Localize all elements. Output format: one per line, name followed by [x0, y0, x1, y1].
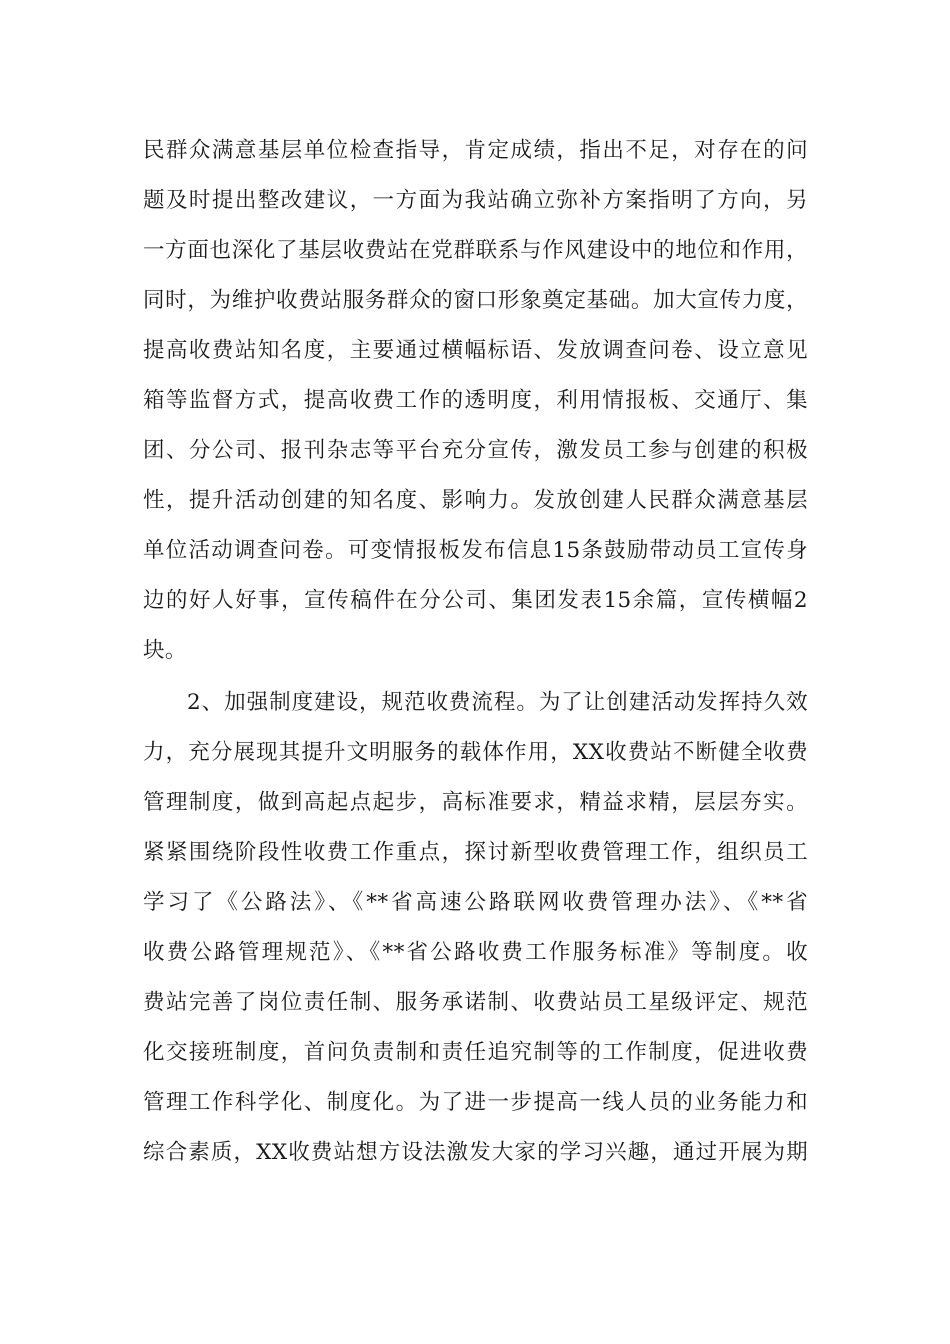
paragraph-1-line-2: 题及时提出整改建议，一方面为我站确立弥补方案指明了方向，另: [143, 188, 808, 213]
paragraph-1-line-9: 单位活动调查问卷。可变情报板发布信息15条鼓励带动员工宣传身: [143, 538, 808, 563]
paragraph-1-line-10: 边的好人好事，宣传稿件在分公司、集团发表15余篇，宣传横幅2: [143, 588, 808, 613]
paragraph-1-line-5: 提高收费站知名度，主要通过横幅标语、发放调查问卷、设立意见: [143, 338, 808, 363]
paragraph-2-line-4: 紧紧围绕阶段性收费工作重点，探讨新型收费管理工作，组织员工: [143, 840, 808, 865]
paragraph-2-line-1: 2、加强制度建设，规范收费流程。为了让创建活动发挥持久效: [187, 690, 808, 715]
paragraph-1-line-4: 同时，为维护收费站服务群众的窗口形象奠定基础。加大宣传力度，: [143, 288, 808, 313]
paragraph-2-line-9: 管理工作科学化、制度化。为了进一步提高一线人员的业务能力和: [143, 1090, 808, 1115]
paragraph-2-line-3: 管理制度，做到高起点起步，高标准要求，精益求精，层层夯实。: [143, 790, 808, 815]
paragraph-2-line-8: 化交接班制度，首问负责制和责任追究制等的工作制度，促进收费: [143, 1040, 808, 1065]
paragraph-2-line-5: 学习了《公路法》、《**省高速公路联网收费管理办法》、《**省: [143, 890, 808, 915]
paragraph-1-line-7: 团、分公司、报刊杂志等平台充分宣传，激发员工参与创建的积极: [143, 438, 808, 463]
paragraph-2-line-7: 费站完善了岗位责任制、服务承诺制、收费站员工星级评定、规范: [143, 990, 808, 1015]
paragraph-1-line-1: 民群众满意基层单位检查指导，肯定成绩，指出不足，对存在的问: [143, 138, 808, 163]
paragraph-2-line-2: 力，充分展现其提升文明服务的载体作用，XX收费站不断健全收费: [143, 740, 808, 765]
paragraph-1-line-3: 一方面也深化了基层收费站在党群联系与作风建设中的地位和作用，: [143, 238, 808, 263]
paragraph-2-line-10: 综合素质，XX收费站想方设法激发大家的学习兴趣，通过开展为期: [143, 1140, 808, 1165]
paragraph-2-line-6: 收费公路管理规范》、《**省公路收费工作服务标准》等制度。收: [143, 940, 808, 965]
paragraph-1-line-8: 性，提升活动创建的知名度、影响力。发放创建人民群众满意基层: [143, 488, 808, 513]
paragraph-1-line-11: 块。: [143, 638, 187, 663]
paragraph-1-line-6: 箱等监督方式，提高收费工作的透明度，利用情报板、交通厅、集: [143, 388, 808, 413]
